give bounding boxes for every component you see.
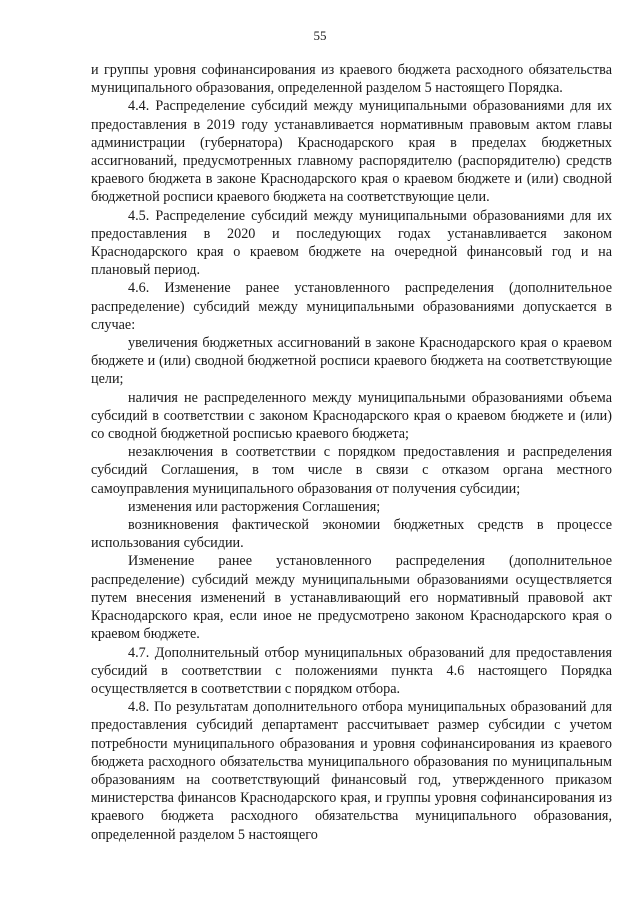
list-item: изменения или расторжения Соглашения; [128, 498, 381, 515]
paragraph-4-6: 4.6. Изменение ранее установленного распределения (дополнительное распределение) субсидий между муниципальными образованиями допускается в случае: [91, 280, 612, 333]
list-item: наличия не распределенного между муниципальными образованиями объема субсидий в соответствии с законом Краснодарского края о краевом бюджете и (или) со сводной бюджетной росписью краевого бюджета; [91, 389, 612, 443]
document-body [91, 61, 612, 844]
page-number: 55 [313, 28, 327, 43]
list-item: незаключения в соответствии с порядком предоставления и распределения субсидий Соглашения, в том числе в связи с отказом органа местного самоуправления муниципального образования от получения субсидии; [91, 444, 612, 497]
list-item: возникновения фактической экономии бюджетных средств в процессе использования субсидии. [91, 517, 612, 552]
paragraph-continuation: и группы уровня софинансирования из краевого бюджета расходного обязательства муниципального образования, определенной разделом 5 настоящего Порядка. [91, 62, 612, 97]
paragraph-4-5: 4.5. Распределение субсидий между муниципальными образованиями для их предоставления в 2020 и последующих годах устанавливается законом Краснодарского края о краевом бюджете на очередной финансовый год и на плановый период. [91, 207, 612, 279]
paragraph-4-7: 4.7. Дополнительный отбор муниципальных образований для предоставления субсидий в соответствии с положениями пункта 4.6 настоящего Порядка осуществляется в соответствии с порядком отбора. [91, 644, 612, 697]
paragraph-4-4: 4.4. Распределение субсидий между муниципальными образованиями для их предоставления в 2019 году устанавливается нормативным правовым актом главы администрации (губернатора) Краснодарского края в пределах бюджетных ассигнований, предусмотренных главному распорядителю (распорядителю) средств краевого бюджета в законе Краснодарского края о краевом бюджете и (или) сводной бюджетной росписи краевого бюджета на соответствующие цели. [91, 98, 612, 206]
paragraph-redistribution: Изменение ранее установленного распределения (дополнительное распределение) субсидий между муниципальными образованиями осуществляется путем внесения изменений в устанавливающий его нормативный правовой акт Краснодарского края, если иное не предусмотрено законом Краснодарского края о краевом бюджете. [91, 553, 612, 643]
list-item: увеличения бюджетных ассигнований в законе Краснодарского края о краевом бюджете и (или) сводной бюджетной росписи краевого бюджета на соответствующие цели; [91, 335, 612, 388]
paragraph-4-8: 4.8. По результатам дополнительного отбора муниципальных образований для предоставления субсидий департамент рассчитывает размер субсидии с учетом потребности муниципального образования и уровня софинансирования из краевого бюджета расходного обязательства муниципального образования по муниципальным образованиям на соответствующий финансовый год, утвержденного приказом министерства финансов Краснодарского края, и группы уровня софинансирования из краевого бюджета расходного обязательства муниципального образования, определенной разделом 5 настоящего [91, 699, 612, 843]
